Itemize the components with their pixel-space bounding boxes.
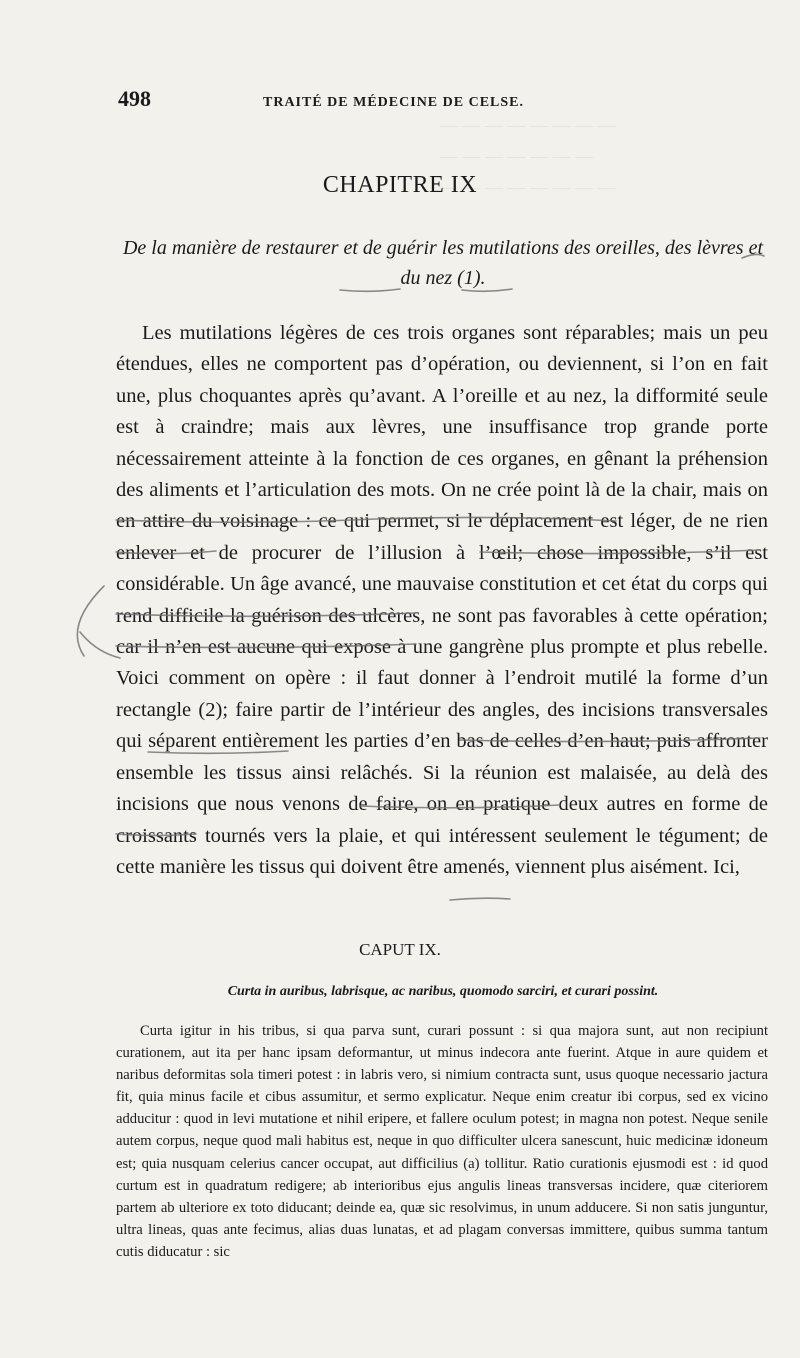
- latin-paragraph: Curta igitur in his tribus, si qua parva sunt, curari possunt : si qua majora sunt, aut non recipiunt curationem, aut ita per hanc ipsam deformantur, ut minus indecora ante fuerint. Atque in aure quidem et naribus deformitas sola timeri potest : in labris vero, si nimium contracta sunt, usus quoque necessario jactura fit, quia minus facile et cibus assumitur, et sermo explicatur. Neque enim creatur ibi corpus, sed ex vicino adducitur : quod in levi mutatione et nihil eripere, et fallere oculum potest; in magna non potest. Neque senile autem corpus, neque quod mali habitus est, neque in quo difficulter ulcera sanescunt, huic medicinæ idoneum est; quia nusquam celerius cancer occupat, aut difficilius (a) tollitur. Ratio curationis ejusmodi est : id quod curtum est in quadratum redigere; ab interioribus ejus angulis lineas transversas incidere, quæ citeriorem partem ab ulteriore ex toto diducant; deinde ea, quæ sic resolvimus, in unum adducere. Si non satis junguntur, ultra lineas, quas ante fecimus, alias duas lunatas, et ad plagam conversas immittere, quibus summa tantum cutis diducatur : sic: [116, 1023, 768, 1260]
- bracket-mark: [77, 586, 104, 656]
- french-paragraph: Les mutilations légères de ces trois organes sont réparables; mais un peu étendues, elles ne comportent pas d’opération, ou deviennent, si l’on en fait une, plus choquantes après qu’avant. A l’oreille et au nez, la difformité seule est à craindre; mais aux lèvres, une insuffisance trop grande porte nécessairement atteinte à la fonction de ces organes, en gênant la préhension des aliments et l’articulation des mots. On ne crée point là de la chair, mais on en attire du voisinage : ce qui permet, si le déplacement est léger, de ne rien enlever et de procurer de l’illusion à l’œil; chose impossible, s’il est considérable. Un âge avancé, une mauvaise constitution et cet état du corps qui rend difficile la guérison des ulcères, ne sont pas favorables à cette opération; car il n’en est aucune qui expose à une gangrène plus prompte et plus rebelle. Voici comment on opère : il faut donner à l’endroit mutilé la forme d’un rectangle (2); faire partir de l’intérieur des angles, des incisions transversales qui séparent entièrement les parties d’en bas de celles d’en haut; puis affronter ensemble les tissus ainsi relâchés. Si la réunion est malaisée, au delà des incisions que nous venons de faire, on en pratique deux autres en forme de croissants tournés vers la plaie, et qui intéressent seulement le tégument; de cette manière les tissus qui doivent être amenés, viennent plus aisément. Ici,: [116, 322, 768, 878]
- latin-text: [116, 1020, 768, 1263]
- page-header: [118, 86, 598, 112]
- chapter-title: CHAPITRE IX: [322, 172, 478, 198]
- latin-chapter-title: CAPUT IX.: [359, 940, 441, 959]
- chapter-subtitle: De la manière de restaurer et de guérir les mutilations des oreilles, des lèvres et du nez (1).: [122, 237, 764, 289]
- french-text: [116, 318, 768, 883]
- bracket-mark: [80, 632, 120, 658]
- bleed-through-text: — — — — — — — — — — — — — — — — — — — — — — —: [440, 115, 616, 197]
- page-number: 498: [118, 86, 151, 111]
- underline-mark: [450, 898, 510, 900]
- latin-chapter-subtitle: Curta in auribus, labrisque, ac naribus, quomodo sarciri, et curari possint.: [227, 984, 659, 999]
- running-title: TRAITÉ DE MÉDECINE DE CELSE.: [263, 95, 524, 110]
